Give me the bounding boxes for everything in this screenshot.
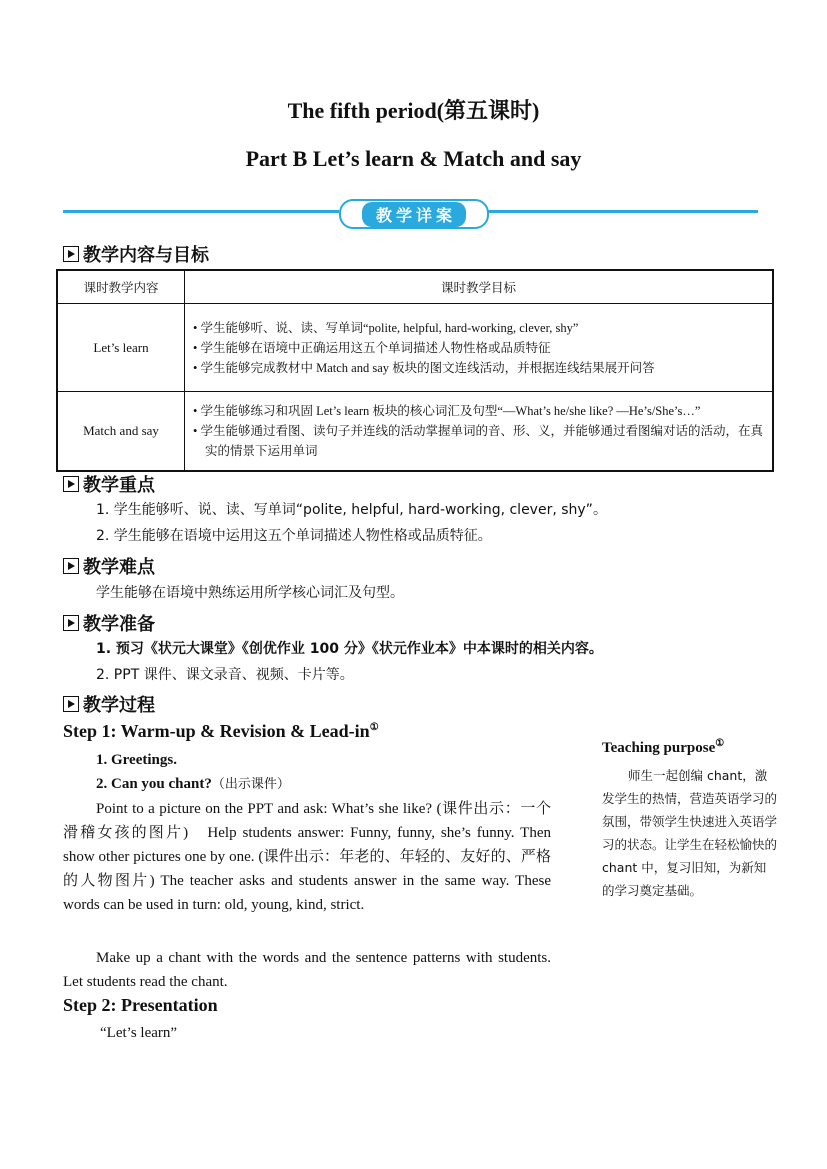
section-banner <box>339 199 489 229</box>
table-row-goals: • 学生能够练习和巩固 Let’s learn 板块的核心词汇及句型“—What’s he/she like? —He’s/She’s…” • 学生能够通过看图、读句子并连线的活动掌握单词的音、形、义，并能够通过看图编对话的活动，在真实的情景下运用单词 <box>185 392 774 472</box>
sidebar-text: 师生一起创编 chant，激发学生的热情，营造英语学习的氛围，带领学生快速进入英语学习的状态。让学生在轻松愉快的 chant 中，复习旧知，为新知的学习奠定基础。 <box>602 768 778 898</box>
page-title: The fifth period(第五课时) <box>287 98 540 123</box>
preparation-2: 2. PPT 课件、课文录音、视频、卡片等。 <box>96 667 354 683</box>
step1-chant: 2. Can you chant?（出示课件） <box>96 776 290 792</box>
footnote-mark: ① <box>369 722 379 733</box>
table-row-content: Let’s learn <box>57 304 185 392</box>
section-heading-process: 教学过程 <box>63 691 155 717</box>
sidebar-heading: Teaching purpose① <box>602 738 725 756</box>
step2-subheading: “Let’s learn” <box>100 1025 178 1041</box>
section-heading-preparation: 教学准备 <box>63 610 155 636</box>
table-row <box>57 392 773 472</box>
key-point-2: 2. 学生能够在语境中运用这五个单词描述人物性格或品质特征。 <box>96 528 492 544</box>
page-subtitle: Part B Let’s learn & Match and say <box>245 146 582 171</box>
table-header-row <box>57 270 773 304</box>
play-triangle-icon <box>63 476 79 492</box>
table-row <box>57 304 773 392</box>
banner-line-right <box>485 210 758 213</box>
step1-paragraph-1: Point to a picture on the PPT and ask: What’s she like? (课件出示：一个滑稽女孩的图片) Help students answer: Funny, funny, she’s funny. Then show other pictures one by one. (课件出示：年老的、年轻的、友好的、严格的人物图片) The teacher asks and students answer in the same way. These words can be used in turn: old, young, kind, strict. <box>63 801 551 913</box>
section-heading-content-goals: 教学内容与目标 <box>63 241 209 267</box>
footnote-mark: ① <box>715 738 725 749</box>
table-header-goals: 课时教学目标 <box>185 270 774 304</box>
banner-label: 教学详案 <box>362 202 466 227</box>
play-triangle-icon <box>63 615 79 631</box>
table-row-goals: • 学生能够听、说、读、写单词“polite, helpful, hard-working, clever, shy” • 学生能够在语境中正确运用这五个单词描述人物性格或品质特征 • 学生能够完成教材中 Match and say 板块的图文连线活动，并根据连线结果展开问答 <box>185 304 774 392</box>
table-row-content: Match and say <box>57 392 185 472</box>
banner-line-left <box>63 210 339 213</box>
step1-title: Step 1: Warm-up & Revision & Lead-in① <box>63 721 379 741</box>
play-triangle-icon <box>63 246 79 262</box>
preparation-1: 1. 预习《状元大课堂》《创优作业 100 分》《状元作业本》中本课时的相关内容。 <box>96 641 603 657</box>
play-triangle-icon <box>63 558 79 574</box>
step2-title: Step 2: Presentation <box>63 995 218 1015</box>
step1-greetings: 1. Greetings. <box>96 752 177 768</box>
goals-table <box>56 269 774 472</box>
step1-paragraph-2: Make up a chant with the words and the sentence patterns with students. Let students read the chant. <box>63 950 551 990</box>
table-header-content: 课时教学内容 <box>57 270 185 304</box>
play-triangle-icon <box>63 696 79 712</box>
difficulty-text: 学生能够在语境中熟练运用所学核心词汇及句型。 <box>96 585 404 601</box>
section-heading-key-points: 教学重点 <box>63 471 155 497</box>
section-heading-difficulties: 教学难点 <box>63 553 155 579</box>
key-point-1: 1. 学生能够听、说、读、写单词“polite, helpful, hard-working, clever, shy”。 <box>96 502 607 518</box>
